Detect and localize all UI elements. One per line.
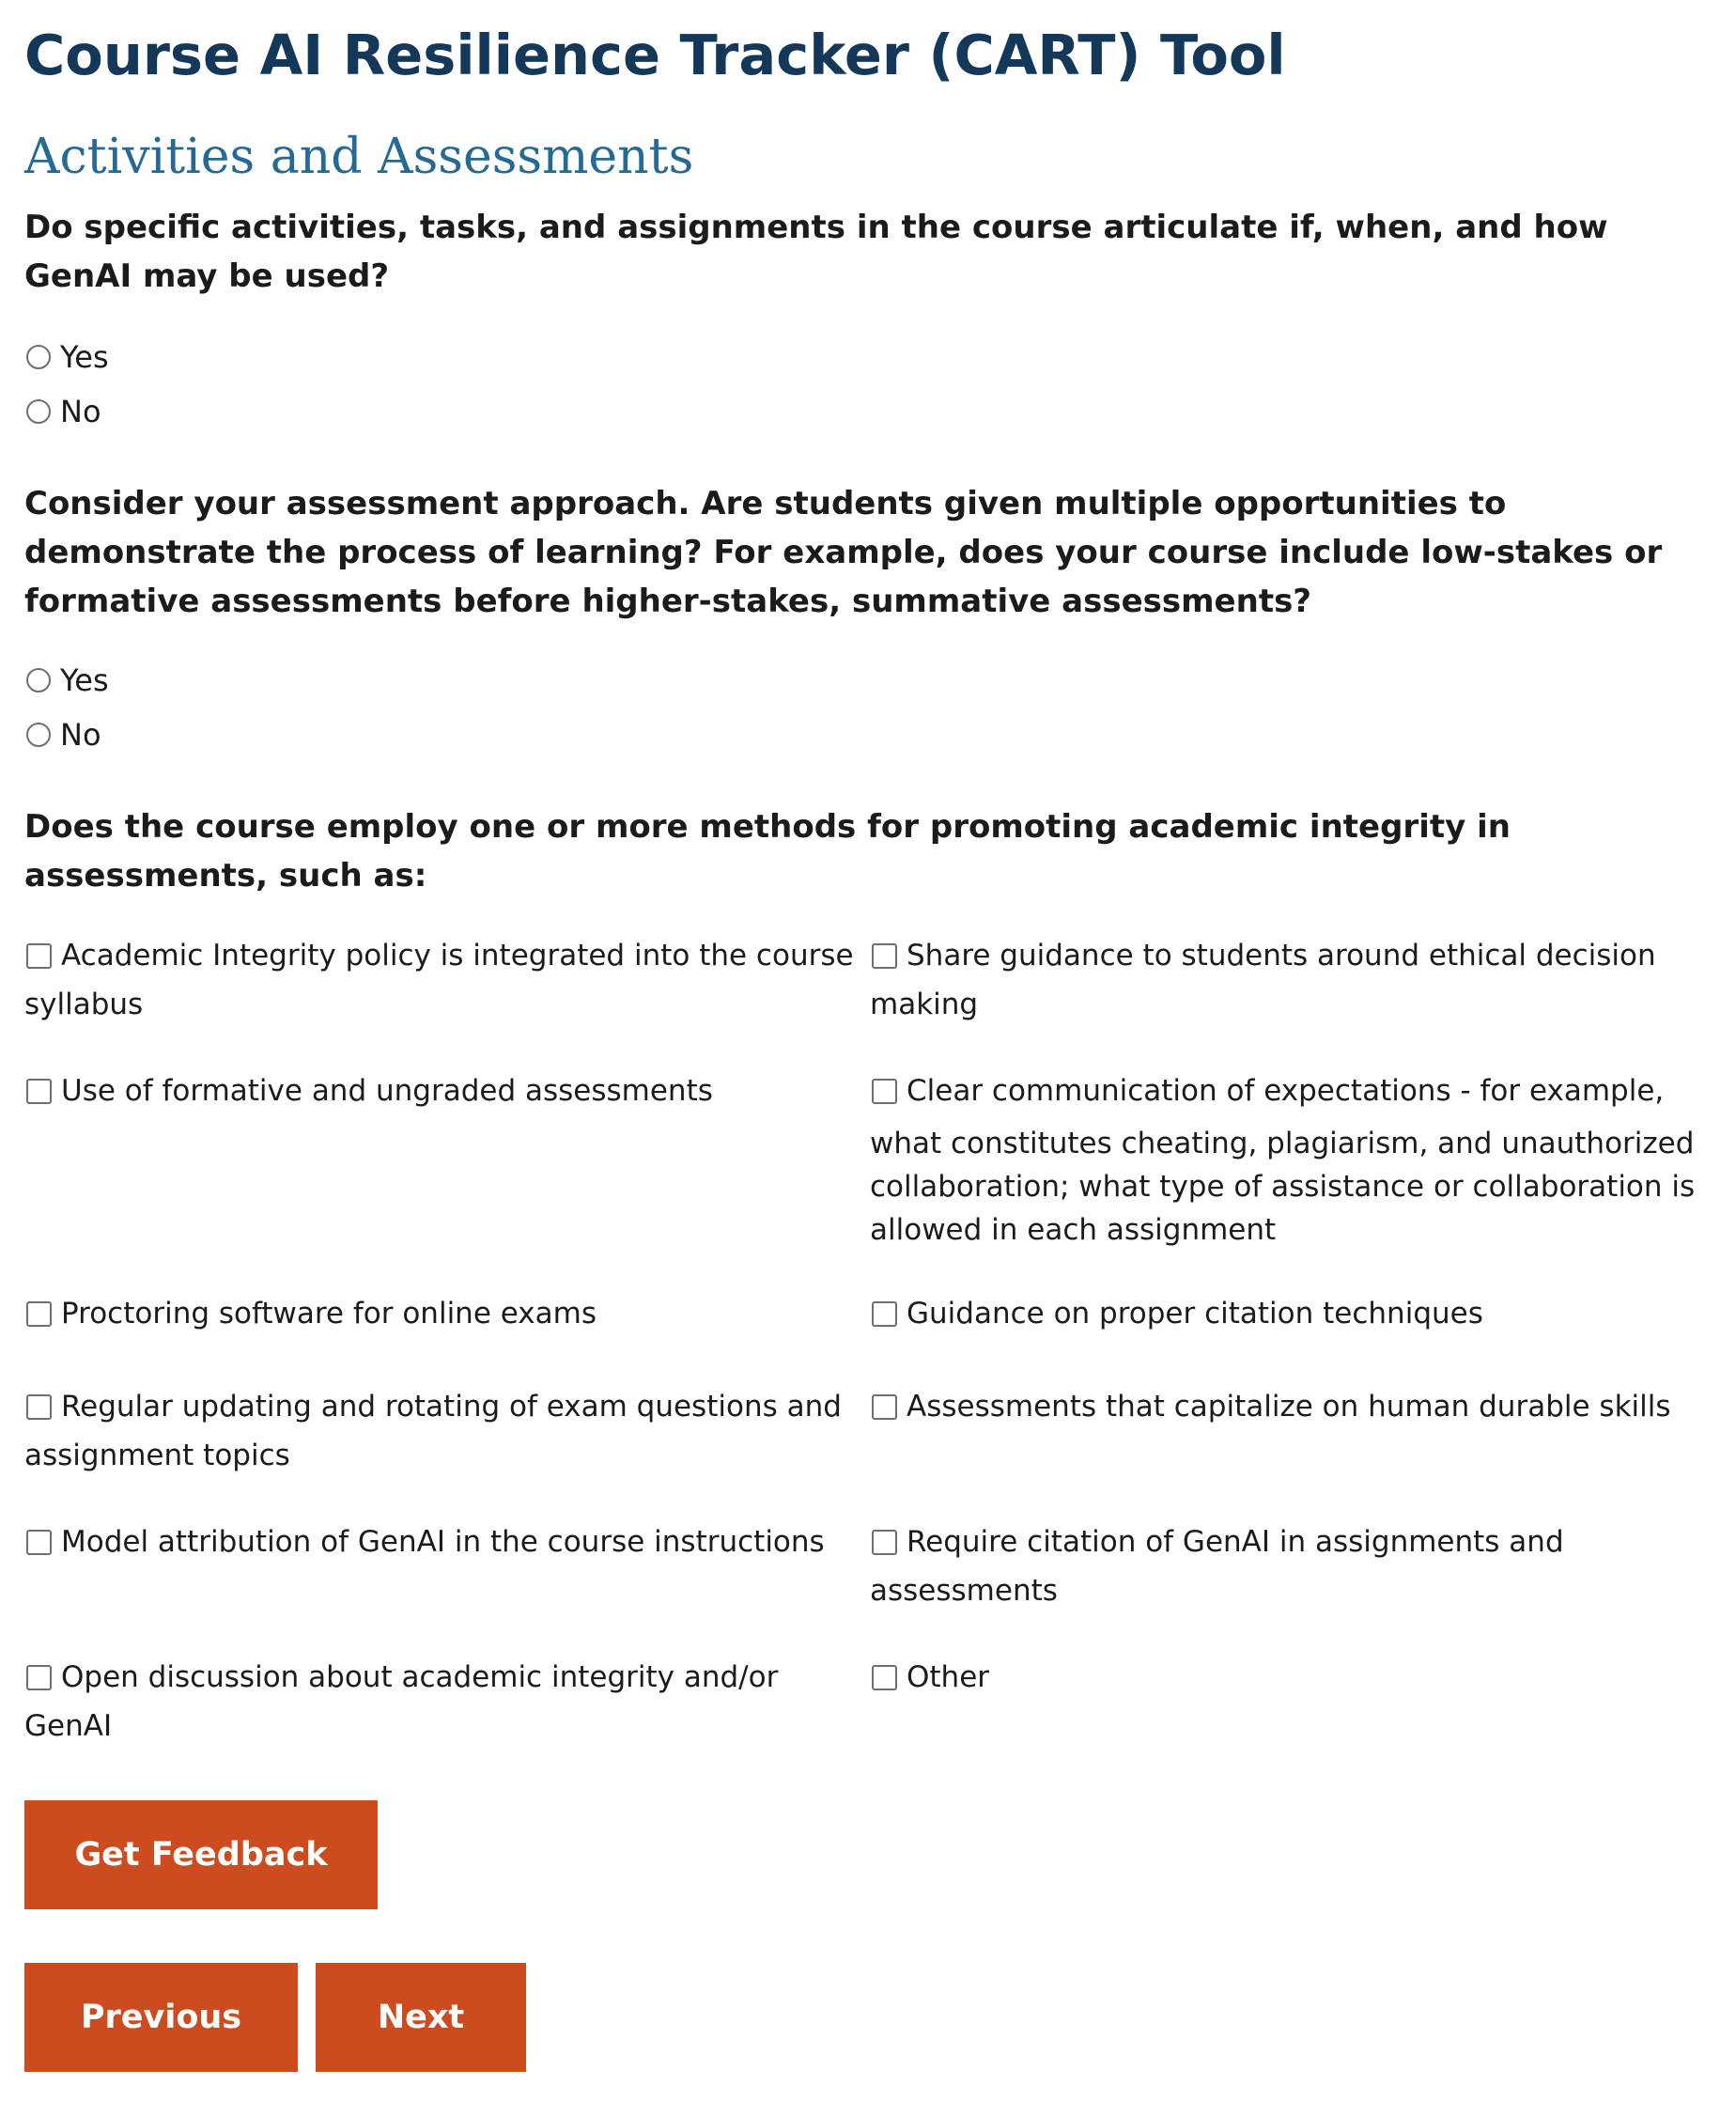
checkbox-durable-skills[interactable] bbox=[870, 1379, 1697, 1434]
radio-label: No bbox=[60, 394, 101, 429]
checkbox-citation-techniques[interactable] bbox=[870, 1286, 1697, 1341]
checkbox-label-continued: what constitutes cheating, plagiarism, and unauthorized collaboration; what type of assistance or collaboration is allowed in each assignment bbox=[870, 1127, 1696, 1247]
previous-button[interactable]: Previous bbox=[24, 1963, 298, 2072]
checkbox-rotating-questions[interactable] bbox=[24, 1379, 851, 1477]
q1-radio-yes[interactable] bbox=[24, 336, 109, 378]
checkbox-label: Share guidance to students around ethical decision bbox=[907, 939, 1656, 973]
checkbox[interactable] bbox=[872, 1665, 897, 1690]
checkbox[interactable] bbox=[26, 1530, 52, 1555]
checkbox-formative-assessments[interactable] bbox=[24, 1064, 851, 1118]
section-title: Activities and Assessments bbox=[24, 129, 694, 185]
get-feedback-button[interactable]: Get Feedback bbox=[24, 1800, 378, 1909]
checkbox-label: Assessments that capitalize on human durable skills bbox=[907, 1390, 1671, 1424]
radio-label: No bbox=[60, 717, 101, 753]
checkbox[interactable] bbox=[872, 943, 897, 969]
checkbox-model-attribution[interactable] bbox=[24, 1515, 851, 1569]
question-genai-use: Do specific activities, tasks, and assignments in the course articulate if, when, and how GenAI may be used? bbox=[24, 209, 1608, 295]
checkbox-label: Require citation of GenAI in assignments and bbox=[907, 1525, 1564, 1559]
checkbox[interactable] bbox=[26, 943, 52, 969]
checkbox-label: Open discussion about academic integrity and/or bbox=[61, 1660, 779, 1694]
checkbox[interactable] bbox=[872, 1301, 897, 1327]
checkbox-label: Use of formative and ungraded assessments bbox=[61, 1074, 713, 1108]
checkbox[interactable] bbox=[872, 1530, 897, 1555]
checkbox-other[interactable] bbox=[870, 1650, 1697, 1704]
question-assessment-approach: Consider your assessment approach. Are students given multiple opportunities to demonstrate the process of learning? For example, does your course include low-stakes or formative assessments before higher-stakes, summative assessments? bbox=[24, 485, 1663, 620]
checkbox-label: Proctoring software for online exams bbox=[61, 1297, 597, 1331]
radio-button[interactable] bbox=[26, 668, 51, 693]
q2-radio-no[interactable] bbox=[24, 714, 101, 755]
question-academic-integrity: Does the course employ one or more methods for promoting academic integrity in assessments, such as: bbox=[24, 808, 1511, 895]
radio-button[interactable] bbox=[26, 723, 51, 747]
checkbox[interactable] bbox=[872, 1394, 897, 1420]
checkbox-label-continued: assessments bbox=[870, 1574, 1058, 1608]
radio-button[interactable] bbox=[26, 345, 51, 369]
checkbox-label-continued: making bbox=[870, 988, 979, 1021]
radio-label: Yes bbox=[60, 339, 109, 375]
radio-label: Yes bbox=[60, 662, 109, 698]
checkbox-label: Clear communication of expectations - for example, bbox=[907, 1074, 1665, 1108]
checkbox-require-citation[interactable] bbox=[870, 1515, 1697, 1612]
checkbox-label: Regular updating and rotating of exam questions and bbox=[61, 1390, 842, 1424]
checkbox-label: Guidance on proper citation techniques bbox=[907, 1297, 1483, 1331]
checkbox-label-continued: assignment topics bbox=[24, 1439, 290, 1472]
checkbox[interactable] bbox=[26, 1665, 52, 1690]
checkbox-clear-expectations[interactable] bbox=[870, 1064, 1697, 1252]
checkbox[interactable] bbox=[26, 1079, 52, 1104]
radio-button[interactable] bbox=[26, 399, 51, 424]
checkbox-label: Model attribution of GenAI in the course instructions bbox=[61, 1525, 825, 1559]
checkbox-integrity-policy[interactable] bbox=[24, 928, 854, 1026]
checkbox-proctoring-software[interactable] bbox=[24, 1286, 851, 1341]
checkbox[interactable] bbox=[872, 1079, 897, 1104]
q1-radio-no[interactable] bbox=[24, 391, 101, 432]
checkbox-open-discussion[interactable] bbox=[24, 1650, 851, 1748]
checkbox[interactable] bbox=[26, 1301, 52, 1327]
checkbox[interactable] bbox=[26, 1394, 52, 1420]
next-button[interactable]: Next bbox=[316, 1963, 526, 2072]
checkbox-label-continued: GenAI bbox=[24, 1709, 113, 1743]
q2-radio-yes[interactable] bbox=[24, 660, 109, 701]
checkbox-label: Other bbox=[907, 1660, 990, 1694]
checkbox-label-continued: syllabus bbox=[24, 988, 144, 1021]
checkbox-label: Academic Integrity policy is integrated into the course bbox=[61, 939, 854, 973]
checkbox-ethical-guidance[interactable] bbox=[870, 928, 1697, 1026]
page-title: Course AI Resilience Tracker (CART) Tool bbox=[24, 23, 1286, 87]
